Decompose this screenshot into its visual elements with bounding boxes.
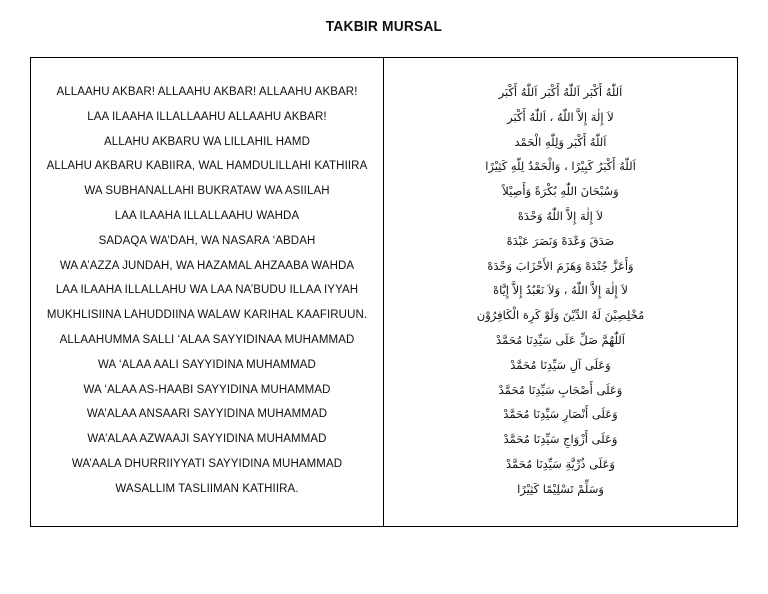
arabic-line: وَعَلَى ذُرِّيَّةِ سَيِّدِنَا مُحَمَّدْ: [506, 456, 615, 471]
transliteration-line: WA’ALAA AZWAAJI SAYYIDINA MUHAMMAD: [87, 433, 327, 446]
transliteration-line: WA ‘ALAA AS-HAABI SAYYIDINA MUHAMMAD: [83, 383, 331, 396]
arabic-line: لاَ إِلٰهَ إِلاَّ اللّٰهُ وَحْدَهْ: [517, 208, 604, 223]
arabic-line: لاَ إِلٰهَ إِلاَّ اللّٰهُ ، وَلاَ نَعْبُدُ إِلاَّ إِيَّاهْ: [493, 283, 628, 298]
transliteration-line: ALLAAHU AKBAR! ALLAAHU AKBAR! ALLAAHU AKBAR!: [56, 86, 358, 98]
transliteration-line: WA’ALAA ANSAARI SAYYIDINA MUHAMMAD: [86, 408, 328, 421]
transliteration-line: WA A’AZZA JUNDAH, WA HAZAMAL AHZAABA WAHDA: [59, 259, 355, 272]
transliteration-line: WA ‘ALAA AALI SAYYIDINA MUHAMMAD: [98, 358, 316, 371]
transliteration-line: WA SUBHANALLAHI BUKRATAW WA ASIILAH: [84, 185, 330, 198]
transliteration-line: WASALLIM TASLIIMAN KATHIIRA.: [115, 482, 299, 495]
arabic-line: وَعَلَى أَنْصَارِ سَيِّدِنَا مُحَمَّدْ: [503, 407, 618, 422]
transliteration-column: [31, 58, 384, 526]
arabic-line: صَدَقَ وَعْدَهْ وَنَصَرَ عَبْدَهْ: [506, 233, 615, 248]
arabic-line: وَعَلَى آلِ سَيِّدِنَا مُحَمَّدْ: [510, 357, 611, 372]
page-title: TAKBIR MURSAL: [325, 18, 443, 35]
transliteration-line: ALLAAHUMMA SALLI ‘ALAA SAYYIDINAA MUHAMMAD: [59, 333, 355, 346]
arabic-line: وَسُبْحَانَ اللّٰهِ بُكْرَةً وَأَصِيْلاً: [502, 184, 619, 199]
arabic-line: اَللّٰهُ أَكْبَر وَلِلّٰهِ الْحَمْد: [514, 134, 607, 149]
arabic-column: [384, 58, 737, 526]
transliteration-line: ALLAHU AKBARU KABIIRA, WAL HAMDULILLAHI KATHIIRA: [46, 160, 368, 173]
arabic-line: لاَ إِلٰهَ إِلاَّ اللّٰهُ ، اَللّٰهُ أَكْبَر: [507, 109, 614, 124]
arabic-line: وَأَعَزَّ جُنْدَهْ وَهَزَمَ الأَحْزَابَ وَحْدَهْ: [487, 258, 634, 273]
arabic-line: اَللّٰهُ أَكْبَرُ كَبِيْرًا ، وَالْحَمْدُ لِلّٰهِ كَثِيْرًا: [485, 159, 636, 174]
arabic-line: اَللّٰهُمَّ صَلِّ عَلَى سَيِّدِنَا مُحَمَّدْ: [496, 332, 625, 347]
transliteration-line: SADAQA WA’DAH, WA NASARA ‘ABDAH: [98, 234, 316, 247]
transliteration-line: ALLAHU AKBARU WA LILLAHIL HAMD: [103, 135, 311, 148]
arabic-line: وَعَلَى أَصْحَابِ سَيِّدِنَا مُحَمَّدْ: [498, 382, 623, 397]
transliteration-line: LAA ILAAHA ILLALLAAHU ALLAAHU AKBAR!: [87, 110, 327, 123]
arabic-line: مُخْلِصِيْنَ لَهُ الدِّيْنَ وَلَوْ كَرِهَ الْكَافِرُوْن: [476, 308, 645, 323]
text-table: [30, 57, 738, 527]
transliteration-line: LAA ILAAHA ILLALLAAHU WAHDA: [114, 209, 300, 222]
transliteration-line: MUKHLISIINA LAHUDDIINA WALAW KARIHAL KAAFIRUUN.: [46, 309, 368, 322]
arabic-line: اَللّٰهُ أَكْبَر اَللّٰهُ أَكْبَر اَللّٰهُ أَكْبَر: [498, 85, 623, 99]
transliteration-line: WA’AALA DHURRIIYYATI SAYYIDINA MUHAMMAD: [71, 457, 343, 470]
arabic-line: وَعَلَى أَزْوَاجِ سَيِّدِنَا مُحَمَّدْ: [503, 432, 618, 447]
transliteration-line: LAA ILAAHA ILLALLAHU WA LAA NA’BUDU ILLAA IYYAH: [55, 284, 359, 297]
arabic-line: وَسَلِّمْ تَسْلِيْمًا كَثِيْرًا: [517, 481, 604, 496]
